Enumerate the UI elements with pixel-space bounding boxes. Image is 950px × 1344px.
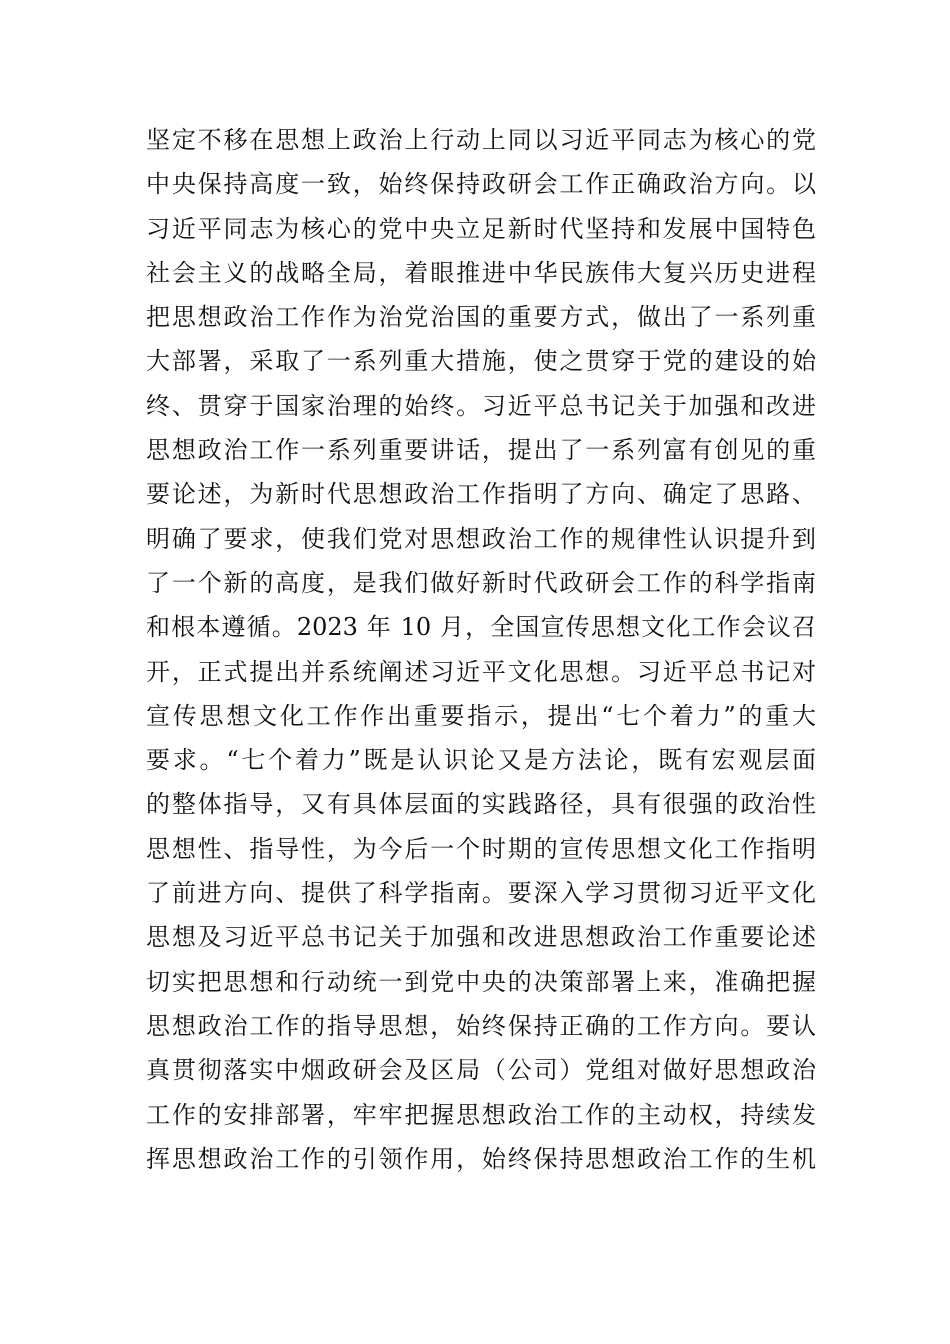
text-line: 思想性、指导性，为今后一个时期的宣传思想文化工作指明 bbox=[146, 834, 816, 863]
text-line: 切实把思想和行动统一到党中央的决策部署上来，准确把握 bbox=[146, 967, 816, 996]
text-line: 思想及习近平总书记关于加强和改进思想政治工作重要论述 bbox=[146, 923, 816, 952]
text-line: 明确了要求，使我们党对思想政治工作的规律性认识提升到 bbox=[146, 524, 816, 553]
text-line: 思想政治工作一系列重要讲话，提出了一系列富有创见的重 bbox=[146, 436, 816, 465]
text-line: 的整体指导，又有具体层面的实践路径，具有很强的政治性 bbox=[146, 790, 816, 819]
text-line: 真贯彻落实中烟政研会及区局（公司）党组对做好思想政治 bbox=[146, 1056, 816, 1085]
text-line: 社会主义的战略全局，着眼推进中华民族伟大复兴历史进程 bbox=[146, 258, 816, 287]
text-line: 宣传思想文化工作作出重要指示，提出“七个着力”的重大 bbox=[146, 701, 816, 730]
text-line: 和根本遵循。2023 年 10 月，全国宣传思想文化工作会议召 bbox=[146, 613, 816, 642]
text-line: 终、贯穿于国家治理的始终。习近平总书记关于加强和改进 bbox=[146, 391, 816, 420]
text-line: 挥思想政治工作的引领作用，始终保持思想政治工作的生机 bbox=[146, 1144, 816, 1173]
text-line: 了一个新的高度，是我们做好新时代政研会工作的科学指南 bbox=[146, 568, 816, 597]
text-line: 把思想政治工作作为治党治国的重要方式，做出了一系列重 bbox=[146, 303, 816, 332]
text-line: 中央保持高度一致，始终保持政研会工作正确政治方向。以 bbox=[146, 170, 816, 199]
text-line: 工作的安排部署，牢牢把握思想政治工作的主动权，持续发 bbox=[146, 1100, 816, 1129]
text-line: 要论述，为新时代思想政治工作指明了方向、确定了思路、 bbox=[146, 480, 816, 509]
text-line: 坚定不移在思想上政治上行动上同以习近平同志为核心的党 bbox=[146, 126, 816, 154]
text-line: 要求。“七个着力”既是认识论又是方法论，既有宏观层面 bbox=[146, 746, 816, 775]
text-line: 思想政治工作的指导思想，始终保持正确的工作方向。要认 bbox=[146, 1011, 816, 1040]
body-paragraph bbox=[146, 118, 816, 1181]
text-line: 开，正式提出并系统阐述习近平文化思想。习近平总书记对 bbox=[146, 657, 816, 686]
text-line: 了前进方向、提供了科学指南。要深入学习贯彻习近平文化 bbox=[146, 879, 816, 908]
text-line: 习近平同志为核心的党中央立足新时代坚持和发展中国特色 bbox=[146, 214, 816, 243]
text-line: 大部署，采取了一系列重大措施，使之贯穿于党的建设的始 bbox=[146, 347, 816, 376]
